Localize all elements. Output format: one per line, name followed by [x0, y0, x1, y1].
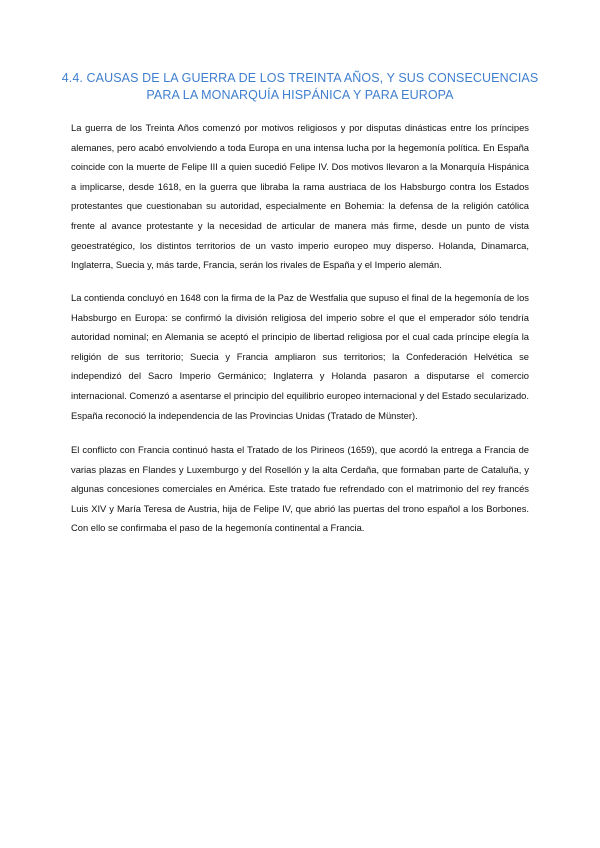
paragraph-treaty-of-pyrenees: El conflicto con Francia continuó hasta el Tratado de los Pirineos (1659), que acordó la entrega a Francia de varias plazas en Flandes y Luxemburgo y del Rosellón y la alta Cerdaña, que formaban parte de Cataluña, y algunas concesiones comerciales en América. Este tratado fue refrendado con el matrimonio del rey francés Luis XIV y María Teresa de Austria, hija de Felipe IV, que abrió las puertas del trono español a los Borbones. Con ello se confirmaba el paso de la hegemonía continental a Francia.: [71, 444, 529, 534]
paragraph-causes: La guerra de los Treinta Años comenzó por motivos religiosos y por disputas dinásticas entre los príncipes alemanes, pero acabó envolviendo a toda Europa en una intensa lucha por la hegemonía política. En España coincide con la muerte de Felipe III a quien sucedió Felipe IV. Dos motivos llevaron a la Monarquía Hispánica a implicarse, desde 1618, en la guerra que libraba la rama austriaca de los Habsburgo contra los Estados protestantes que cuestionaban su autoridad, especialmente en Bohemia: la defensa de la religión católica frente al avance protestante y la necesidad de articular de manera más firme, desde un punto de vista geoestratégico, los distintos territorios de un vasto imperio europeo muy disperso. Holanda, Dinamarca, Inglaterra, Suecia y, más tarde, Francia, serán los rivales de España y el Imperio alemán.: [71, 122, 529, 271]
section-title-line-1: 4.4. CAUSAS DE LA GUERRA DE LOS TREINTA AÑOS, Y SUS CONSECUENCIAS: [61, 71, 539, 85]
paragraph-peace-of-westphalia: La contienda concluyó en 1648 con la firma de la Paz de Westfalia que supuso el final de la hegemonía de los Habsburgo en Europa: se confirmó la división religiosa del imperio sobre el que el emperador sólo tendría autoridad nominal; en Alemania se aceptó el principio de libertad religiosa por el cual cada príncipe elegía la religión de sus territorio; Suecia y Francia ampliaron sus territorios; la Confederación Helvética se independizó del Sacro Imperio Germánico; Inglaterra y Holanda pasaron a disputarse el comercio internacional. Comenzó a asentarse el principio del equilibrio europeo internacional y del Estado secularizado. España reconoció la independencia de las Provincias Unidas (Tratado de Münster).: [71, 292, 529, 421]
section-title: [60, 70, 540, 104]
section-title-line-2: PARA LA MONARQUÍA HISPÁNICA Y PARA EUROPA: [146, 88, 454, 102]
